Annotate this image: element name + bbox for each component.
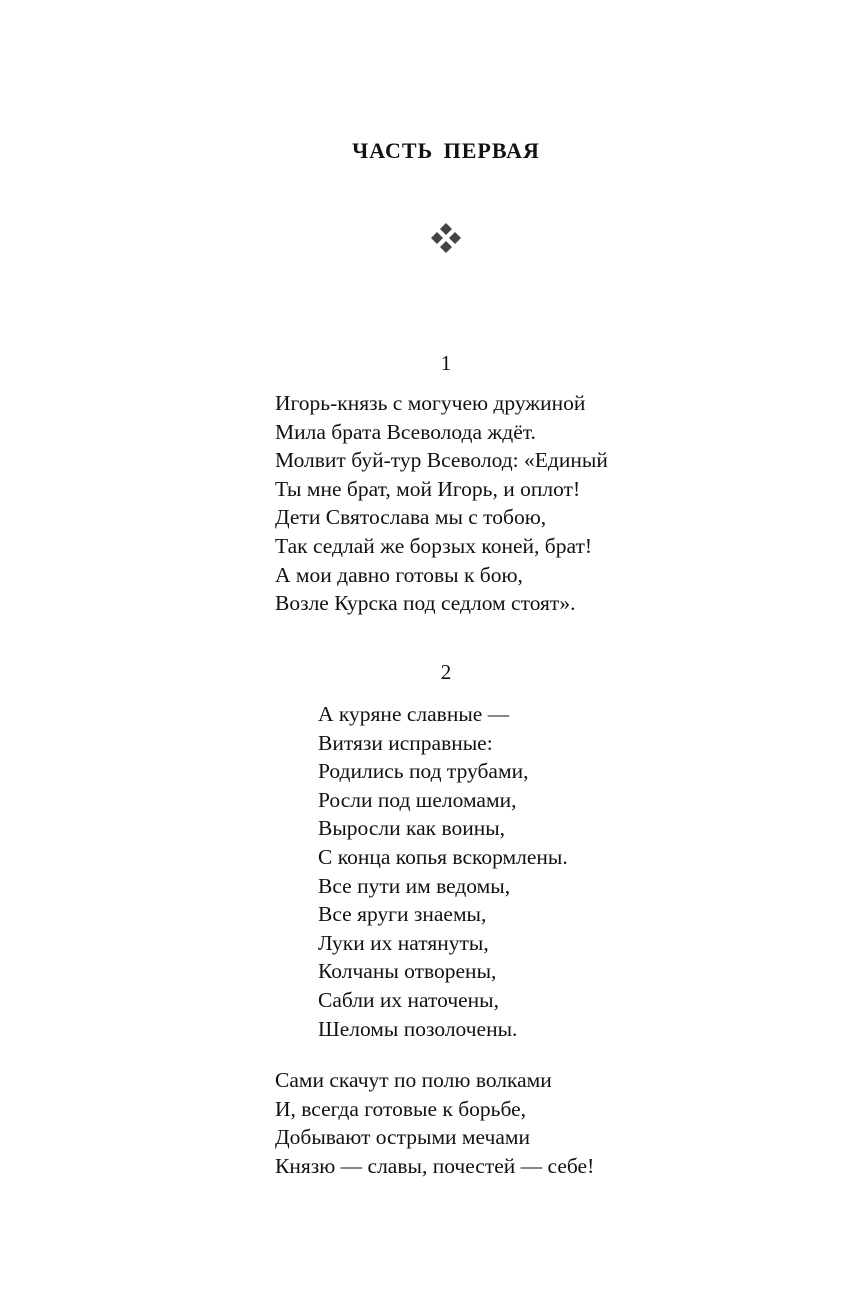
section-number: 1 xyxy=(440,351,452,375)
verse-line: Дети Святослава мы с тобою, xyxy=(275,505,547,530)
verse-line: Все пути им ведомы, xyxy=(318,873,511,898)
verse-line: Так седлай же борзых коней, брат! xyxy=(275,533,593,558)
verse-line: Все яруги знаемы, xyxy=(318,902,487,927)
verse-line: Выросли как воины, xyxy=(318,816,506,841)
verse-line: Возле Курска под седлом стоят». xyxy=(275,591,576,616)
stanza xyxy=(318,700,568,1043)
verse-line: Мила брата Всеволода ждёт. xyxy=(275,419,536,444)
verse-line: Витязи исправные: xyxy=(318,730,493,755)
verse-line: Шеломы позолочены. xyxy=(318,1016,518,1041)
section-number: 2 xyxy=(440,660,452,684)
verse-line: А мои давно готовы к бою, xyxy=(275,562,523,587)
part-title: ЧАСТЬ ПЕРВАЯ xyxy=(352,138,540,163)
verse-line: Сами скачут по полю волками xyxy=(275,1068,552,1092)
stanza xyxy=(275,1066,594,1180)
verse-line: Игорь-князь с могучею дружиной xyxy=(275,391,586,415)
verse-line: Росли под шеломами, xyxy=(318,787,517,812)
stanza xyxy=(275,389,608,618)
verse-line: А куряне славные — xyxy=(318,702,510,726)
verse-line: С конца копья вскормлены. xyxy=(318,844,568,869)
verse-line: Молвит буй-тур Всеволод: «Единый xyxy=(275,448,608,473)
verse-line: Луки их натянуты, xyxy=(318,930,489,955)
four-diamond-ornament-icon xyxy=(430,222,462,254)
verse-line: Колчаны отворены, xyxy=(318,959,497,984)
verse-line: Ты мне брат, мой Игорь, и оплот! xyxy=(275,476,581,501)
verse-line: Добывают острыми мечами xyxy=(275,1125,531,1150)
verse-line: Князю — славы, почестей — себе! xyxy=(275,1153,595,1178)
verse-line: Родились под трубами, xyxy=(318,759,529,784)
verse-line: И, всегда готовые к борьбе, xyxy=(275,1096,527,1121)
verse-line: Сабли их наточены, xyxy=(318,987,500,1012)
